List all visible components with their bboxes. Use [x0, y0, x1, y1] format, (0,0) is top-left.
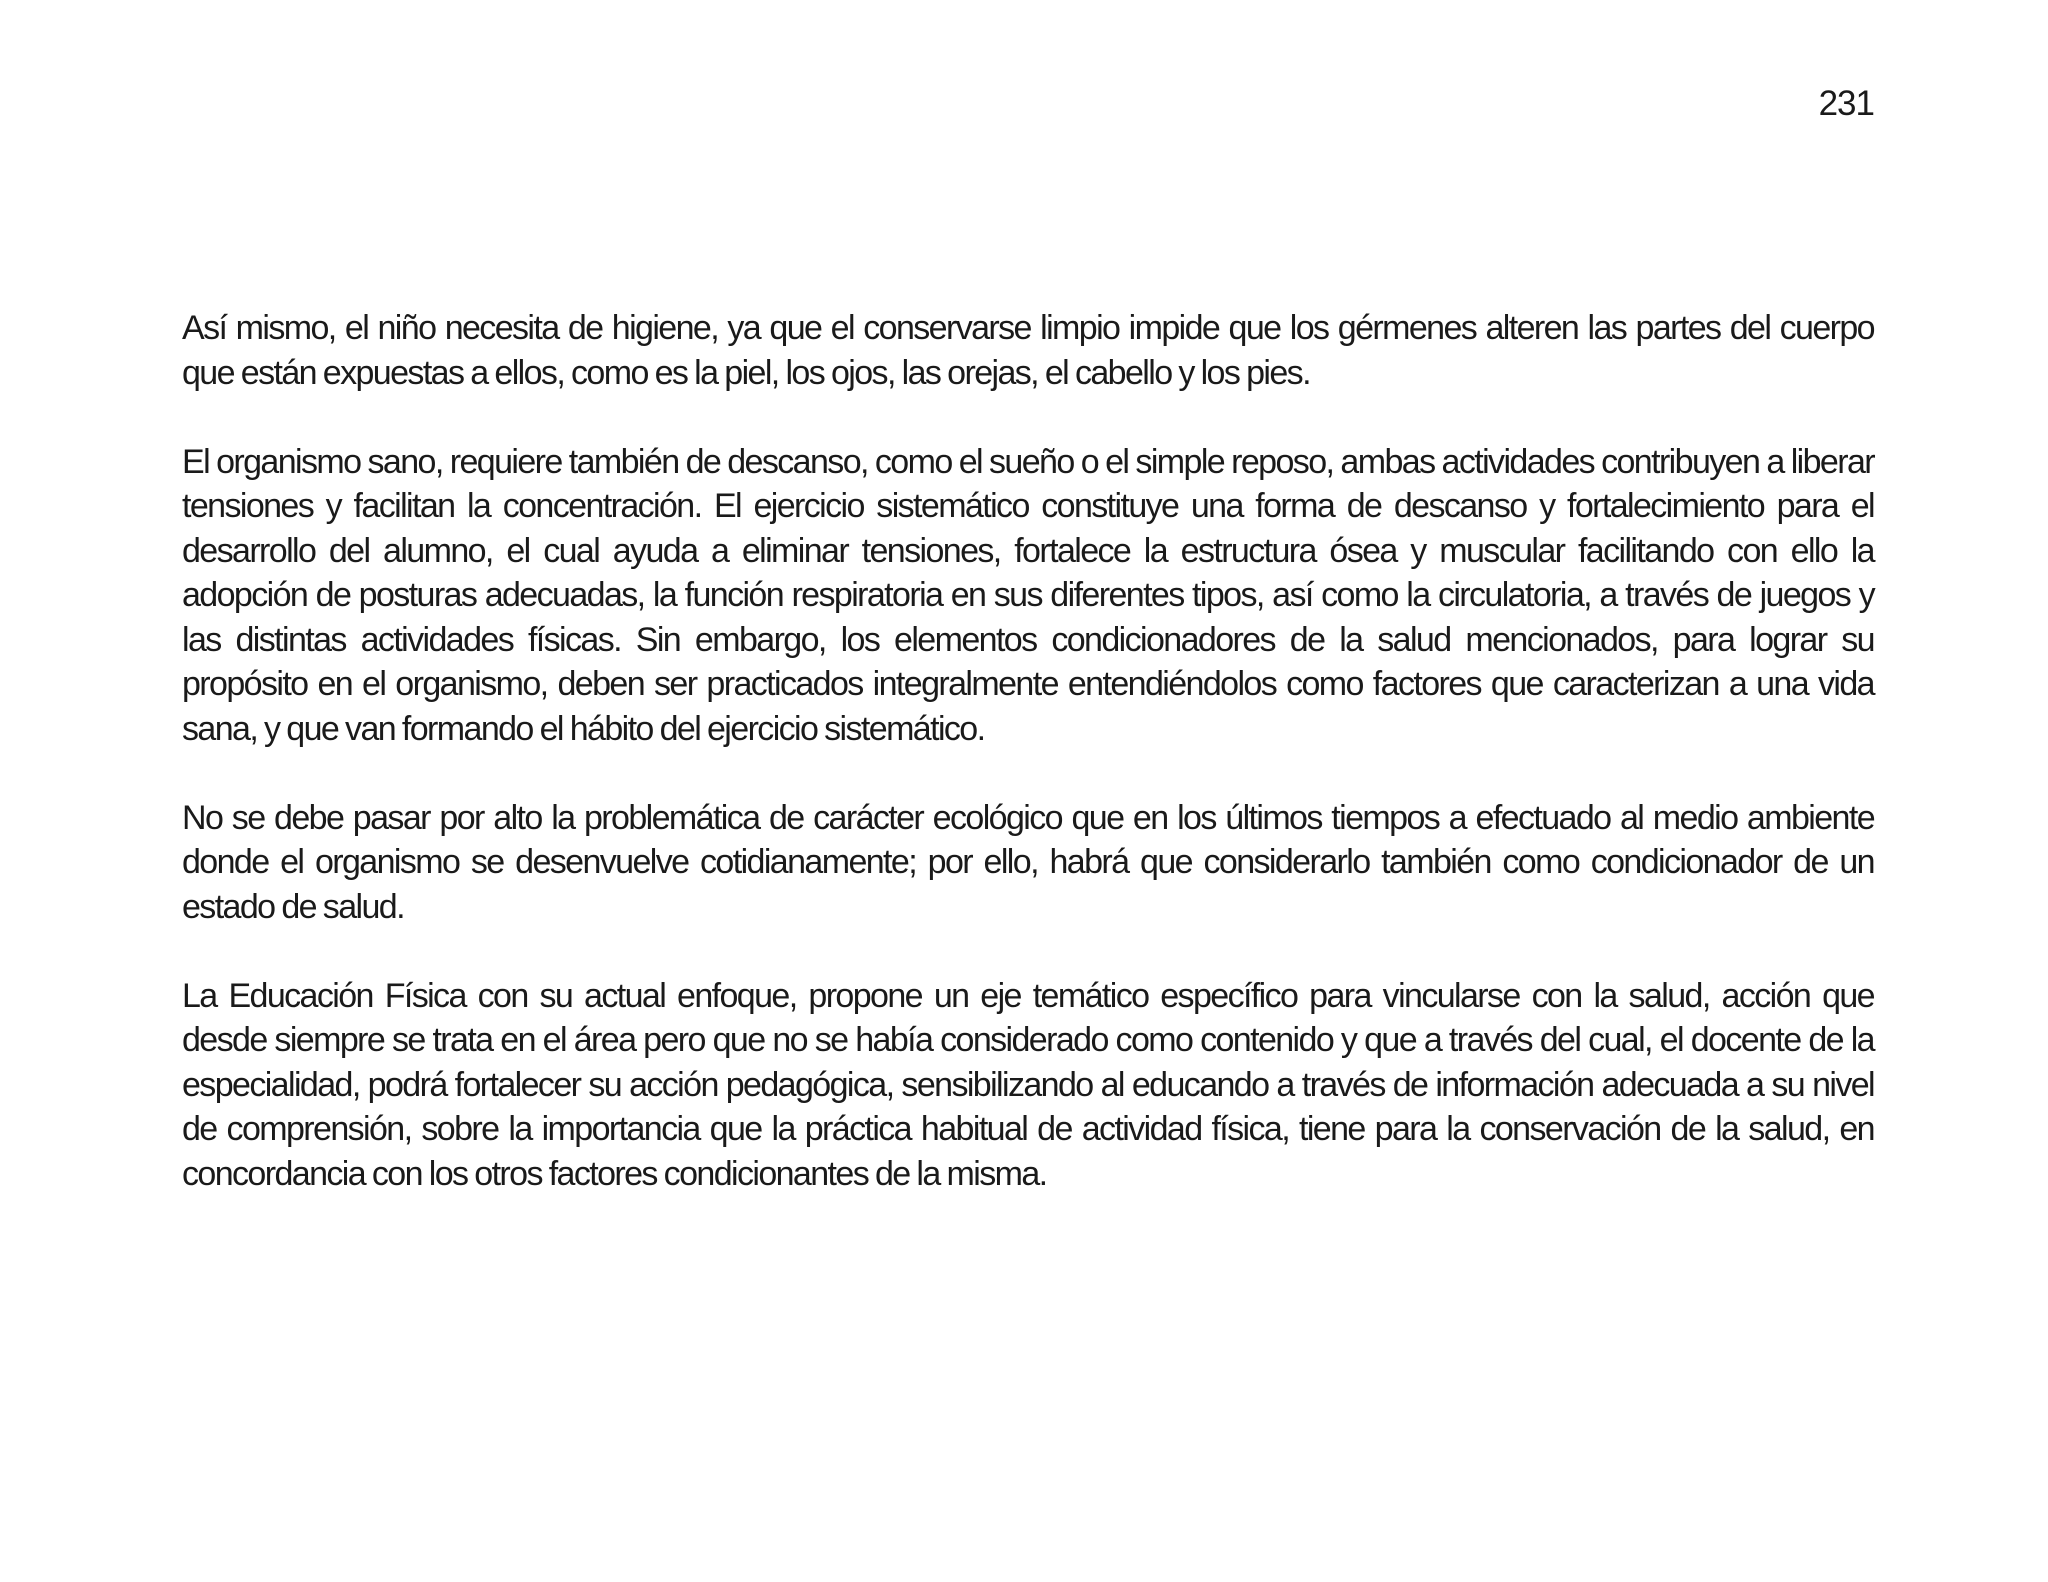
paragraph-hygiene: Así mismo, el niño necesita de higiene, ya que el conservarse limpio impide que los gérmenes alteren las partes del cuerpo que están expuestas a ellos, como es la piel, los ojos, las orejas, el cabello y los pies.: [182, 309, 1874, 392]
paragraph-rest-exercise: El organismo sano, requiere también de descanso, como el sueño o el simple reposo, ambas actividades contribuyen a liberar tensiones y facilitan la concentración. El ejercicio sistemático constituye una forma de descanso y fortalecimiento para el desarrollo del alumno, el cual ayuda a eliminar tensiones, fortalece la estructura ósea y muscular facilitando con ello la adopción de posturas adecuadas, la función respiratoria en sus diferentes tipos, así como la circulatoria, a través de juegos y las distintas actividades físicas. Sin embargo, los elementos condicionadores de la salud mencionados, para lograr su propósito en el organismo, deben ser practicados integralmente entendiéndolos como factores que caracterizan a una vida sana, y que van formando el hábito del ejercicio sistemático.: [182, 442, 1874, 748]
paragraph-ecology: No se debe pasar por alto la problemática de carácter ecológico que en los últimos tiempos a efectuado al medio ambiente donde el organismo se desenvuelve cotidianamente; por ello, habrá que considerarlo también como condicionador de un estado de salud.: [182, 798, 1874, 926]
paragraph-physical-education: La Educación Física con su actual enfoque, propone un eje temático específico para vincularse con la salud, acción que desde siempre se trata en el área pero que no se había considerado como contenido y que a través del cual, el docente de la especialidad, podrá fortalecer su acción pedagógica, sensibilizando al educando a través de información adecuada a su nivel de comprensión, sobre la importancia que la práctica habitual de actividad física, tiene para la conservación de la salud, en concordancia con los otros factores condicionantes de la misma.: [182, 976, 1874, 1193]
page-number: 231: [1818, 84, 1874, 123]
body-text: [182, 306, 1874, 1241]
